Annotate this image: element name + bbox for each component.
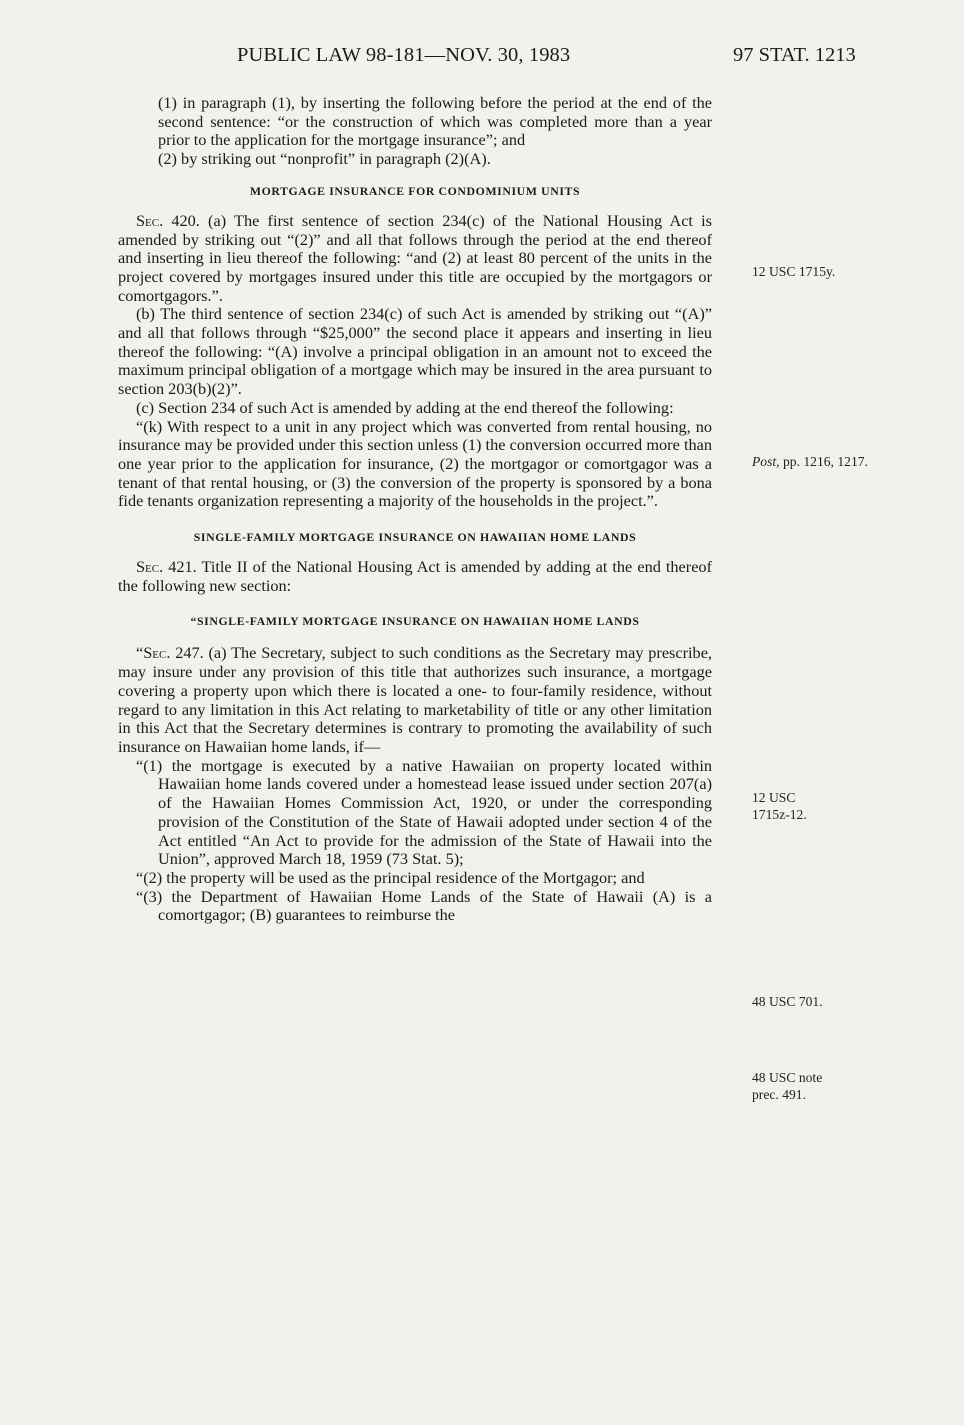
page-header bbox=[0, 44, 964, 74]
sec-247-a-text: 247. (a) The Secretary, subject to such conditions as the Secretary may prescribe, may insure under any provision of this title that authorizes such insurance, a mortgage covering a property upon which there is located a one- to four-family residence, without regard to any limitation in this Act relating to marketability of title or any other limitation in this Act that the Secretary determines is contrary to promoting the availability of such insurance on Hawaiian home lands, if— bbox=[118, 643, 712, 756]
sec-420-a-text: 420. (a) The first sentence of section 234(c) of the National Housing Act is amended by striking out “(2)” and all that follows through the period at the end thereof and inserting in lieu thereof the following: “and (2) at least 80 percent of the units in the project covered by mortgages insured under this title are occupied by the mortgagors or comortgagors.”. bbox=[118, 210, 712, 305]
margin-note-12-usc-1715z-12 bbox=[752, 790, 807, 823]
statute-page-number: 97 STAT. 1213 bbox=[733, 44, 856, 66]
sec-420-label: Sec. bbox=[136, 210, 164, 230]
sec-234-k-text: “(k) With respect to a unit in any project which was converted from rental housing, no insurance may be provided under this section unless (1) the conversion occurred more than one year prior to the application for insurance, (2) the mortgagor or comortgagor was a tenant of that rental housing, or (3) the conversion of the property is sponsored by a bona fide tenants organization representing a majority of the households in the project.”. bbox=[118, 416, 712, 511]
margin-note-12-usc-1715y: 12 USC 1715y. bbox=[752, 264, 836, 279]
sec-247-a bbox=[118, 644, 712, 756]
sec-247-label: Sec. bbox=[143, 643, 171, 663]
section-heading-hawaiian-1: SINGLE-FAMILY MORTGAGE INSURANCE ON HAWAIIAN HOME LANDS bbox=[193, 530, 637, 545]
condition-item-3 bbox=[118, 888, 712, 925]
main-text-column bbox=[118, 94, 712, 925]
amendment-item-1 bbox=[118, 94, 712, 150]
amendment-item-1-text: (1) in paragraph (1), by inserting the following before the period at the end of the second sentence: “or the construction of which was completed more than a year prior to the application for the mortgage insurance”; and bbox=[158, 93, 712, 150]
sec-420-a bbox=[118, 212, 712, 306]
margin-note-line: 12 USC bbox=[752, 790, 796, 805]
margin-note-post-pages-text: pp. 1216, 1217. bbox=[779, 454, 868, 469]
section-heading-condominium: MORTGAGE INSURANCE FOR CONDOMINIUM UNITS bbox=[249, 183, 581, 198]
running-title: PUBLIC LAW 98-181—NOV. 30, 1983 bbox=[237, 44, 571, 66]
sec-420-b bbox=[118, 305, 712, 399]
amendment-item-2 bbox=[118, 150, 712, 169]
margin-note-post-pages bbox=[752, 454, 882, 471]
sec-234-k bbox=[118, 418, 712, 512]
sec-420-b-text: (b) The third sentence of section 234(c) of such Act is amended by striking out “(A)” and all that follows through “$25,000” the second place it appears and inserting in lieu thereof the following: “(A) involve a principal obligation in an amount not to exceed the maximum principal obligation of a mortgage which may be insured in the area pursuant to section 203(b)(2)”. bbox=[118, 304, 712, 399]
sec-247-open-quote: “ bbox=[136, 643, 144, 663]
sec-421 bbox=[118, 558, 712, 595]
condition-item-1-text: “(1) the mortgage is executed by a native Hawaiian on property located within Hawaiian home lands covered under a homestead lease issued under section 207(a) of the Hawaiian Homes Commission Act, 1920, or under the corresponding provision of the Constitution of the State of Hawaii adopted under section 4 of the Act entitled “An Act to provide for the admission of the State of Hawaii into the Union”, approved March 18, 1959 (73 Stat. 5); bbox=[136, 755, 712, 869]
condition-item-3-text: “(3) the Department of Hawaiian Home Lands of the State of Hawaii (A) is a comortgagor; (B) guarantees to reimburse the bbox=[136, 886, 712, 925]
margin-note-48-usc-701: 48 USC 701. bbox=[752, 994, 823, 1009]
margin-note-line: 48 USC note bbox=[752, 1070, 823, 1085]
condition-item-2-text: “(2) the property will be used as the principal residence of the Mortgagor; and bbox=[136, 867, 645, 887]
condition-item-2 bbox=[118, 869, 712, 888]
sec-421-label: Sec. bbox=[136, 557, 164, 577]
margin-note-line: 1715z-12. bbox=[752, 806, 807, 822]
margin-note-48-usc-note bbox=[752, 1070, 822, 1103]
section-heading-hawaiian-2: “SINGLE-FAMILY MORTGAGE INSURANCE ON HAWAIIAN HOME LANDS bbox=[190, 614, 640, 629]
margin-note-line: prec. 491. bbox=[752, 1086, 806, 1102]
amendment-item-2-text: (2) by striking out “nonprofit” in paragraph (2)(A). bbox=[158, 149, 491, 169]
margin-note-post-label: Post, bbox=[752, 454, 780, 469]
condition-item-1 bbox=[118, 757, 712, 869]
sec-421-text: 421. Title II of the National Housing Act is amended by adding at the end thereof the following new section: bbox=[118, 557, 712, 595]
sec-420-c-text: (c) Section 234 of such Act is amended by adding at the end thereof the following: bbox=[136, 397, 674, 417]
sec-420-c bbox=[118, 399, 712, 418]
